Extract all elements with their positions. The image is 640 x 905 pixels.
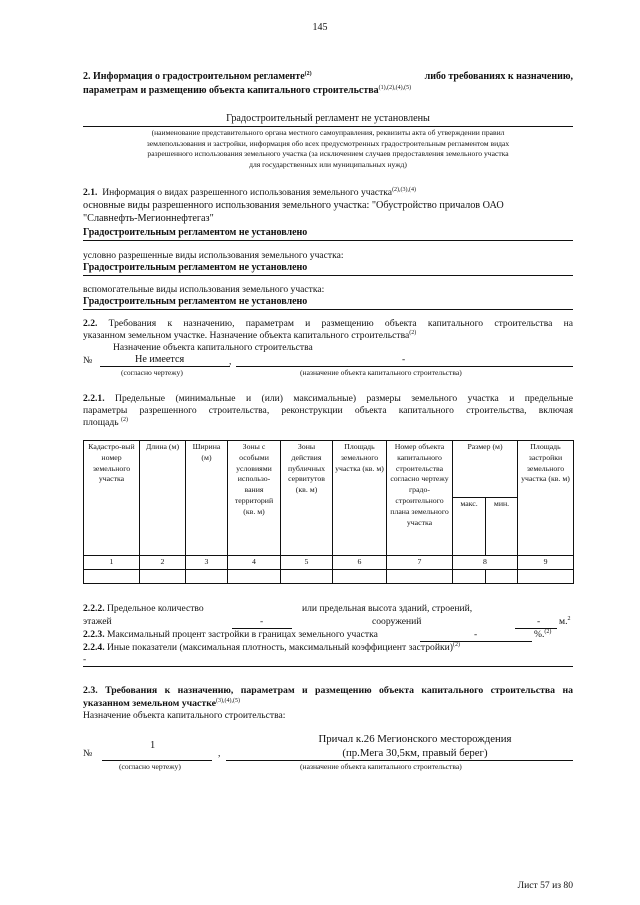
- reglament-caption-line: для государственных или муниципальных нужд): [249, 159, 407, 169]
- section-2-2-4-text: 2.2.4. Иные показатели (максимальная плотность, максимальный коэффициент застройки)$^{(2)}$: [83, 642, 460, 653]
- drawing-caption: (согласно чертежу): [121, 368, 183, 377]
- table-number-cell: 5: [281, 556, 333, 570]
- sheet-number: Лист 57 из 80: [517, 880, 573, 891]
- other-indicators-underline: [83, 666, 573, 667]
- section-2-3-number-underline: [102, 760, 212, 761]
- section-2-2-1-line2: параметры разрешенного строительства, реконструкции объекта капитального строительства, включая: [83, 405, 573, 416]
- section-2-3-title-line2: указанном земельном участке$^{(3),(4),(5)}$: [83, 698, 240, 709]
- section-2-3-purpose-label: Назначение объекта капитального строительства:: [83, 710, 286, 721]
- page-number: 145: [312, 22, 328, 33]
- main-use-line2: "Славнефть-Мегионнефтегаз": [83, 213, 214, 224]
- section-2-2-line2: указанном земельном участке. Назначение объекта капитального строительства$^{(2)}$: [83, 330, 417, 341]
- drawing-number-underline: [100, 366, 230, 367]
- section-2-3-drawing-caption: (согласно чертежу): [119, 762, 181, 771]
- main-use-underline: [83, 240, 573, 241]
- header-cadastral: Кадастро-вый номер земельного участка: [84, 441, 140, 556]
- floors-value: -: [260, 616, 264, 627]
- height-unit: м.$^2$: [559, 616, 571, 627]
- object-name-line2: (пр.Мега 30,5км, правый берег): [342, 747, 488, 759]
- section-2-2-line1: 2.2. Требования к назначению, параметрам и размещению объекта капитального строительства на: [83, 318, 573, 329]
- header-area: Площадь земельного участка (кв. м): [333, 441, 387, 556]
- table-cell: [84, 569, 140, 583]
- purpose-label: Назначение объекта капитального строительства: [113, 342, 313, 353]
- auxiliary-use-underline: [83, 309, 573, 310]
- table-number-cell: 7: [387, 556, 453, 570]
- floors-label: этажей: [83, 616, 112, 627]
- subheader-min: мин.: [486, 498, 518, 556]
- header-building-area: Площадь застройки земельного участка (кв. м): [518, 441, 574, 556]
- table-number-cell: 9: [518, 556, 574, 570]
- purpose-caption: (назначение объекта капитального строительства): [300, 368, 462, 377]
- reglament-caption-line: (наименование представительного органа местного самоуправления, реквизиты акта об утверждении правил: [151, 128, 505, 137]
- section-2-1-heading: 2.1. Информация о видах разрешенного использования земельного участка$^{(2),(3),(4)}$: [83, 187, 417, 198]
- section-2-2-3-text: 2.2.3. Максимальный процент застройки в границах земельного участка: [83, 629, 378, 640]
- main-use-line1: основные виды разрешенного использования земельного участка: "Обустройство причалов ОАО: [83, 200, 504, 211]
- reglament-caption-line: землепользования и застройки, информация обо всех предусмотренных градостроительным регламентом видах: [146, 138, 510, 148]
- header-special-zones: Зоны с особыми условиями использо-вания территорий (кв. м): [228, 441, 281, 556]
- table-cell: [140, 569, 186, 583]
- section-2-3-object-underline: [226, 760, 573, 761]
- header-width: Ширина (м): [186, 441, 228, 556]
- table-cell: [518, 569, 574, 583]
- table-number-row: [84, 556, 574, 570]
- section-2-title-tail: либо требованиях к назначению,: [424, 71, 573, 82]
- reglament-value: Градостроительный регламент не установлены: [226, 113, 430, 124]
- drawing-number-value: Не имеется: [135, 354, 185, 365]
- subheader-max: макс.: [453, 498, 486, 556]
- height-value: -: [537, 616, 541, 627]
- section-2-3-title-line1: 2.3. Требования к назначению, параметрам и размещению объекта капитального строительства на: [83, 685, 573, 696]
- purpose-underline: [236, 366, 573, 367]
- purpose-value: -: [402, 354, 406, 365]
- conditional-use-bold: Градостроительным регламентом не установлено: [83, 262, 308, 273]
- section-2-2-1-line1: 2.2.1. Предельные (минимальные и (или) максимальные) размеры земельного участка и предельные: [83, 393, 573, 404]
- section-2-2-2-line1a: 2.2.2. Предельное количество: [83, 603, 204, 614]
- table-cell: [281, 569, 333, 583]
- building-percent-unit: %.$^{(2)}$: [534, 629, 552, 640]
- header-length: Длина (м): [140, 441, 186, 556]
- section-2-3-purpose-caption: (назначение объекта капитального строительства): [300, 762, 462, 771]
- table-number-cell: 3: [186, 556, 228, 570]
- height-label: сооружений: [372, 616, 422, 627]
- header-size: Размер (м): [453, 441, 518, 498]
- header-servitude-zones: Зоны действия публичных сервитутов (кв. м): [281, 441, 333, 556]
- table-cell: [387, 569, 453, 583]
- table-cell: [228, 569, 281, 583]
- table-empty-row: [84, 569, 574, 583]
- section-2-3-number-sign: №: [83, 748, 93, 759]
- building-percent-value: -: [474, 629, 478, 640]
- table-number-cell: 4: [228, 556, 281, 570]
- table-cell: [453, 569, 486, 583]
- comma: ,: [229, 356, 232, 367]
- auxiliary-use-bold: Градостроительным регламентом не установлено: [83, 296, 308, 307]
- auxiliary-use-label: вспомогательные виды использования земельного участка:: [83, 284, 325, 295]
- table-cell: [333, 569, 387, 583]
- reglament-underline: [83, 126, 573, 127]
- table-number-cell: 6: [333, 556, 387, 570]
- table-number-cell: 8: [453, 556, 518, 570]
- section-2-3-comma: ,: [218, 748, 221, 759]
- table-cell: [486, 569, 518, 583]
- table-number-cell: 2: [140, 556, 186, 570]
- section-2-2-2-line1b: или предельная высота зданий, строений,: [302, 603, 473, 614]
- parameters-table: [83, 440, 574, 584]
- table-cell: [186, 569, 228, 583]
- reglament-caption: [83, 128, 573, 170]
- conditional-use-label: условно разрешенные виды использования земельного участка:: [83, 250, 344, 261]
- section-2-2-1-line3: площадь $^{(2)}$: [83, 417, 129, 428]
- other-indicators-value: -: [83, 654, 87, 665]
- header-object-number: Номер объекта капитального строительства согласно чертежу градо-строительного плана земельного участка: [387, 441, 453, 556]
- number-sign: №: [83, 355, 93, 366]
- reglament-caption-line: разрешенного использования земельного участка (за исключением случаев предоставления земельного участка: [147, 149, 509, 159]
- table-number-cell: 1: [84, 556, 140, 570]
- section-2-title-text: 2. Информация о градостроительном регламенте$^{(2)}$: [83, 71, 312, 82]
- conditional-use-underline: [83, 275, 573, 276]
- section-2-3-drawing-number: 1: [150, 740, 156, 751]
- section-2-title-line1: [83, 71, 573, 82]
- main-use-bold: Градостроительным регламентом не установлено: [83, 227, 308, 238]
- table-header-row: [84, 441, 574, 498]
- section-2-title-line2: параметрам и размещению объекта капитального строительства$^{(1),(2),(4),(5)}$: [83, 85, 412, 96]
- object-name-line1: Причал к.26 Мегионского месторождения: [318, 733, 512, 745]
